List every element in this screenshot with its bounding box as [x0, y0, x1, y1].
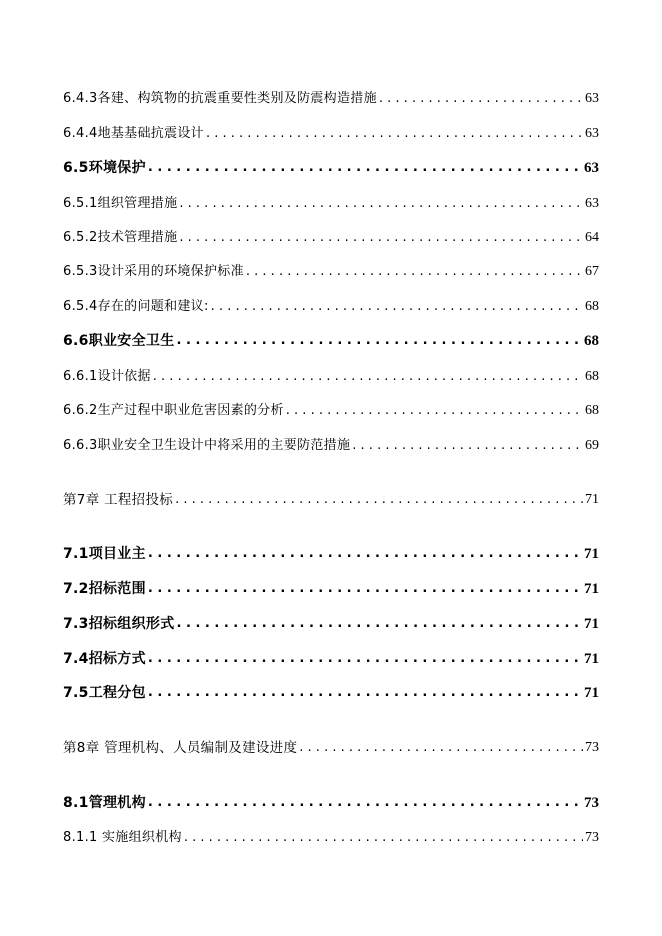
- toc-entry-page: 73: [585, 740, 599, 755]
- toc-entry-label: 8.1管理机构: [63, 795, 146, 811]
- toc-entry-label: 6.4.3各建、构筑物的抗震重要性类别及防震构造措施: [63, 91, 377, 106]
- toc-entry-page: 71: [585, 492, 599, 507]
- dot-leader: [379, 90, 583, 108]
- toc-entry-page: 67: [585, 264, 599, 279]
- dot-leader: [148, 545, 582, 563]
- toc-entry-page: 73: [585, 830, 599, 845]
- toc-entry-page: 68: [584, 333, 599, 349]
- dot-leader: [179, 195, 583, 213]
- dot-leader: [184, 829, 583, 847]
- toc-entry-label: 8.1.1 实施组织机构: [63, 830, 182, 845]
- dot-leader: [153, 368, 583, 386]
- toc-entry-page: 68: [585, 299, 599, 314]
- dot-leader: [148, 580, 582, 598]
- toc-entry-8-1-1[interactable]: [63, 827, 599, 847]
- dot-leader: [175, 491, 583, 509]
- toc-entry-label: 6.5.3设计采用的环境保护标准: [63, 264, 244, 279]
- toc-entry-7-1[interactable]: [63, 543, 599, 563]
- toc-entry-page: 64: [585, 230, 599, 245]
- toc-entry-label: 7.3招标组织形式: [63, 616, 175, 632]
- toc-entry-6-5[interactable]: [63, 157, 599, 177]
- toc-entry-7-3[interactable]: [63, 613, 599, 633]
- toc-entry-label: 7.5工程分包: [63, 685, 146, 701]
- dot-leader: [299, 739, 583, 757]
- toc-entry-label: 6.6.2生产过程中职业危害因素的分析: [63, 403, 284, 418]
- toc-entry-8-1[interactable]: [63, 792, 599, 812]
- dot-leader: [148, 650, 582, 668]
- toc-entry-6-5-2[interactable]: [63, 227, 599, 247]
- toc-entry-label: 6.4.4地基基础抗震设计: [63, 126, 204, 141]
- toc-entry-label: 6.6职业安全卫生: [63, 333, 175, 349]
- toc-entry-label: 第8章 管理机构、人员编制及建设进度: [63, 740, 298, 756]
- toc-entry-label: 7.4招标方式: [63, 651, 146, 667]
- toc-entry-chapter-8[interactable]: [63, 737, 599, 757]
- toc-entry-page: 63: [585, 126, 599, 141]
- dot-leader: [148, 159, 582, 177]
- toc-entry-6-6-2[interactable]: [63, 400, 599, 420]
- toc-entry-page: 68: [585, 403, 599, 418]
- toc-entry-page: 71: [584, 616, 599, 632]
- toc-entry-label: 6.6.3职业安全卫生设计中将采用的主要防范措施: [63, 438, 351, 453]
- toc-entry-page: 71: [584, 581, 599, 597]
- toc-entry-label: 7.1项目业主: [63, 546, 146, 562]
- toc-entry-6-6-3[interactable]: [63, 435, 599, 455]
- toc-entry-6-5-4[interactable]: [63, 296, 599, 316]
- toc-entry-6-6[interactable]: [63, 330, 599, 350]
- dot-leader: [206, 125, 583, 143]
- dot-leader: [177, 615, 582, 633]
- dot-leader: [352, 437, 583, 455]
- toc-entry-label: 6.5环境保护: [63, 160, 146, 176]
- toc-entry-label: 第7章 工程招投标: [63, 492, 174, 508]
- dot-leader: [179, 229, 583, 247]
- toc-entry-page: 71: [584, 651, 599, 667]
- toc-entry-7-5[interactable]: [63, 682, 599, 702]
- toc-entry-7-4[interactable]: [63, 648, 599, 668]
- toc-entry-page: 63: [584, 160, 599, 176]
- dot-leader: [286, 402, 583, 420]
- toc-entry-page: 71: [584, 685, 599, 701]
- toc-entry-page: 71: [584, 546, 599, 562]
- toc-entry-chapter-7[interactable]: [63, 489, 599, 509]
- toc-entry-label: 6.6.1设计依据: [63, 369, 151, 384]
- toc-entry-label: 6.5.4存在的问题和建议:: [63, 299, 209, 314]
- toc-entry-6-5-3[interactable]: [63, 261, 599, 281]
- toc-entry-7-2[interactable]: [63, 578, 599, 598]
- dot-leader: [177, 332, 582, 350]
- toc-entry-page: 63: [585, 91, 599, 106]
- dot-leader: [246, 263, 583, 281]
- toc-entry-page: 68: [585, 369, 599, 384]
- toc-entry-label: 6.5.1组织管理措施: [63, 196, 178, 211]
- toc-entry-page: 63: [585, 196, 599, 211]
- dot-leader: [148, 794, 582, 812]
- toc-entry-label: 6.5.2技术管理措施: [63, 230, 178, 245]
- toc-entry-page: 73: [584, 795, 599, 811]
- toc-entry-6-6-1[interactable]: [63, 366, 599, 386]
- toc-entry-6-4-3[interactable]: [63, 88, 599, 108]
- toc-entry-label: 7.2招标范围: [63, 581, 146, 597]
- toc-entry-6-4-4[interactable]: [63, 123, 599, 143]
- toc-entry-page: 69: [585, 438, 599, 453]
- dot-leader: [211, 298, 583, 316]
- toc-entry-6-5-1[interactable]: [63, 193, 599, 213]
- dot-leader: [148, 684, 582, 702]
